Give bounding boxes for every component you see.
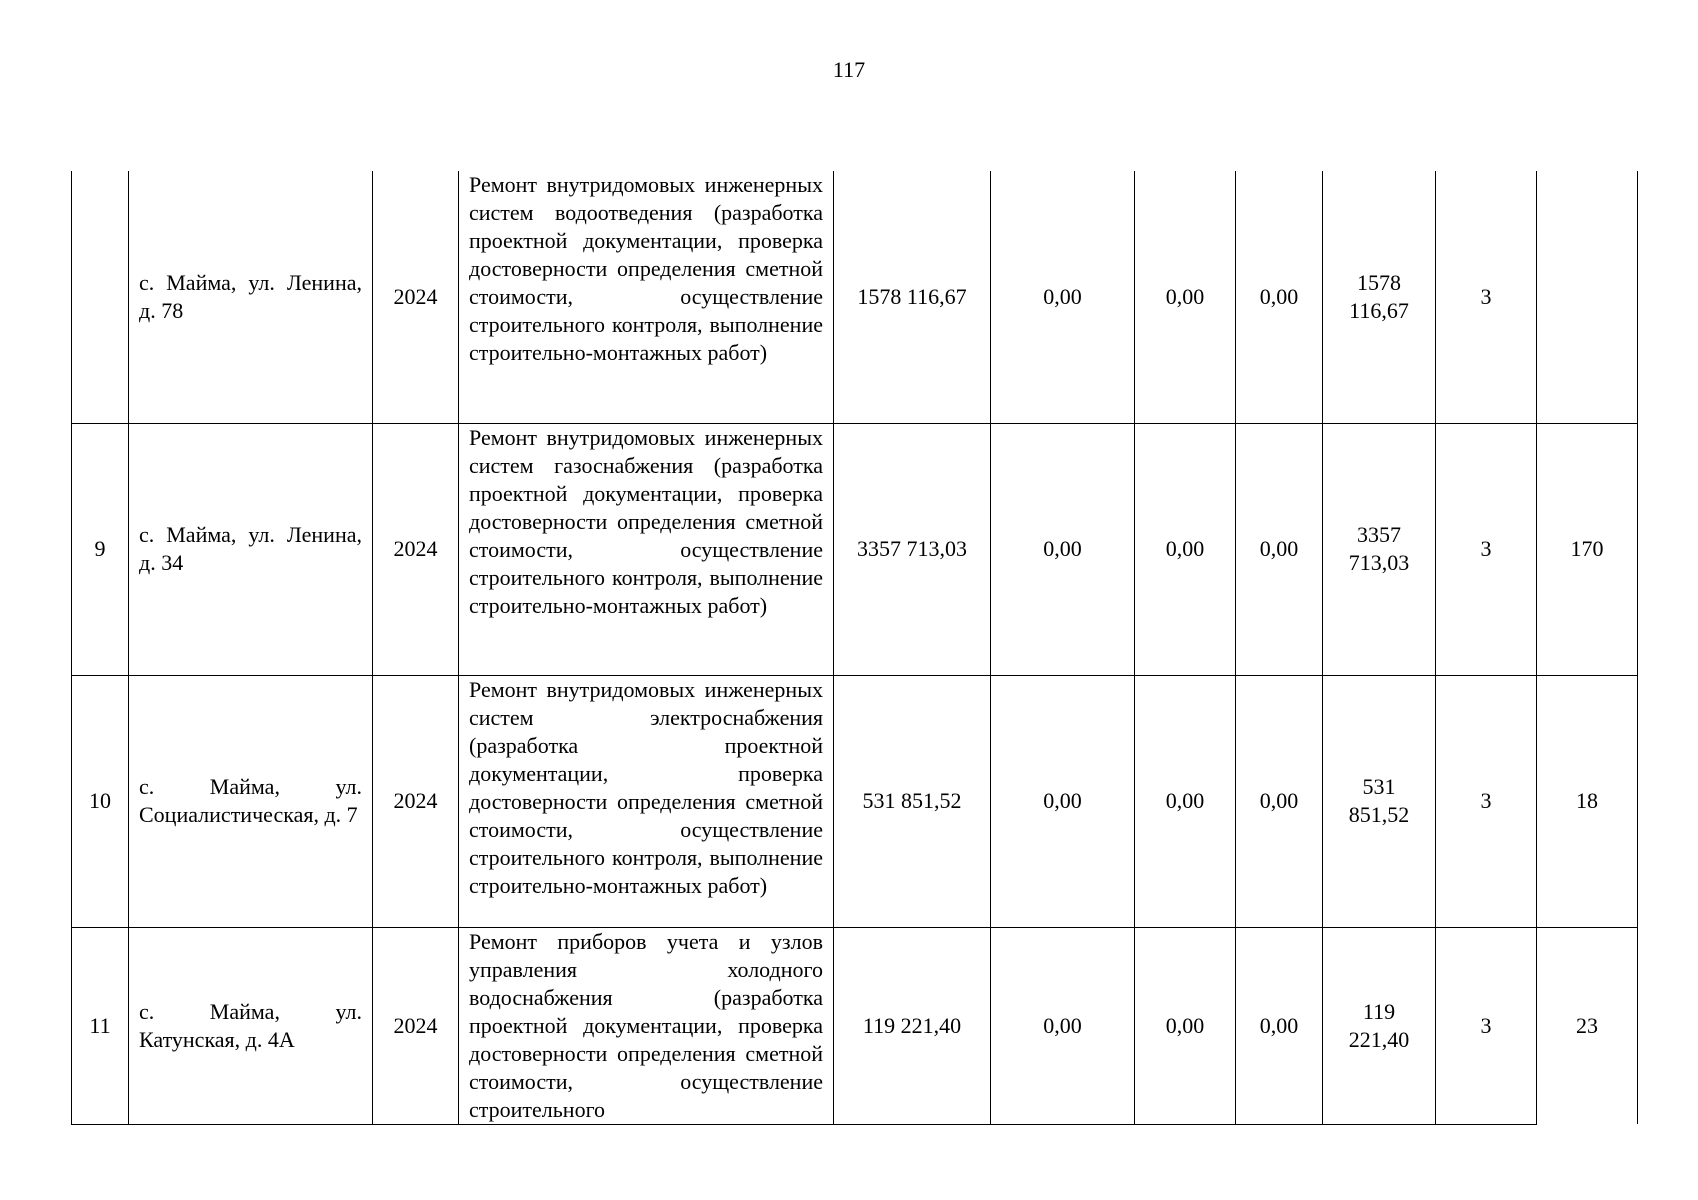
funding-cell-2: 0,00 bbox=[1135, 423, 1236, 675]
year-cell: 2024 bbox=[373, 423, 459, 675]
work-description-text: Ремонт внутридомовых инженерных систем электроснабжения (разработка проектной документации, проверка достоверности определения сметной стоимости, осуществление строительного контроля, выполнение строительно-монтажных работ) bbox=[469, 676, 823, 898]
year-cell: 2024 bbox=[373, 171, 459, 423]
amount-cell: 1578 116,67 bbox=[834, 171, 991, 423]
work-description-cell bbox=[459, 423, 834, 675]
funding-cell-3: 0,00 bbox=[1236, 927, 1323, 1124]
funding-cell-2: 0,00 bbox=[1135, 675, 1236, 927]
funding-cell-1: 0,00 bbox=[991, 423, 1135, 675]
works-table-container bbox=[71, 171, 1637, 1123]
funding-cell-1: 0,00 bbox=[991, 171, 1135, 423]
area-cell: 23 bbox=[1537, 927, 1638, 1124]
category-cell: 3 bbox=[1436, 171, 1537, 423]
row-number: 11 bbox=[72, 927, 129, 1124]
table-row bbox=[72, 171, 1638, 423]
funding-cell-2: 0,00 bbox=[1135, 927, 1236, 1124]
total-cell: 119 221,40 bbox=[1323, 927, 1436, 1124]
total-cell: 3357 713,03 bbox=[1323, 423, 1436, 675]
funding-cell-3: 0,00 bbox=[1236, 423, 1323, 675]
work-description-text: Ремонт внутридомовых инженерных систем газоснабжения (разработка проектной документации, проверка достоверности определения сметной стоимости, осуществление строительного контроля, выполнение строительно-монтажных работ) bbox=[469, 424, 823, 618]
funding-cell-3: 0,00 bbox=[1236, 675, 1323, 927]
funding-cell-1: 0,00 bbox=[991, 675, 1135, 927]
page-number: 117 bbox=[832, 57, 866, 82]
table-row bbox=[72, 423, 1638, 675]
address-cell: с. Майма, ул. Ленина, д. 78 bbox=[129, 171, 373, 423]
amount-cell: 3357 713,03 bbox=[834, 423, 991, 675]
row-number bbox=[72, 171, 129, 423]
work-description-cell bbox=[459, 675, 834, 927]
address-cell: с. Майма, ул. Катунская, д. 4А bbox=[129, 927, 373, 1124]
area-cell: 18 bbox=[1537, 675, 1638, 927]
work-description-text: Ремонт приборов учета и узлов управления холодного водоснабжения (разработка проектной документации, проверка достоверности определения сметной стоимости, осуществление строительного bbox=[469, 928, 823, 1122]
funding-cell-3: 0,00 bbox=[1236, 171, 1323, 423]
address-cell: с. Майма, ул. Социалистическая, д. 7 bbox=[129, 675, 373, 927]
table-row bbox=[72, 675, 1638, 927]
row-number: 10 bbox=[72, 675, 129, 927]
year-cell: 2024 bbox=[373, 675, 459, 927]
area-cell bbox=[1537, 171, 1638, 423]
work-description-cell bbox=[459, 171, 834, 423]
work-description-cell bbox=[459, 927, 834, 1124]
category-cell: 3 bbox=[1436, 927, 1537, 1124]
amount-cell: 119 221,40 bbox=[834, 927, 991, 1124]
table-row bbox=[72, 927, 1638, 1124]
total-cell: 531 851,52 bbox=[1323, 675, 1436, 927]
year-cell: 2024 bbox=[373, 927, 459, 1124]
funding-cell-2: 0,00 bbox=[1135, 171, 1236, 423]
row-number: 9 bbox=[72, 423, 129, 675]
total-cell: 1578 116,67 bbox=[1323, 171, 1436, 423]
category-cell: 3 bbox=[1436, 675, 1537, 927]
works-table bbox=[71, 171, 1638, 1125]
category-cell: 3 bbox=[1436, 423, 1537, 675]
address-cell: с. Майма, ул. Ленина, д. 34 bbox=[129, 423, 373, 675]
funding-cell-1: 0,00 bbox=[991, 927, 1135, 1124]
work-description-text: Ремонт внутридомовых инженерных систем водоотведения (разработка проектной документации, проверка достоверности определения сметной стоимости, осуществление строительного контроля, выполнение строительно-монтажных работ) bbox=[469, 172, 823, 365]
area-cell: 170 bbox=[1537, 423, 1638, 675]
amount-cell: 531 851,52 bbox=[834, 675, 991, 927]
